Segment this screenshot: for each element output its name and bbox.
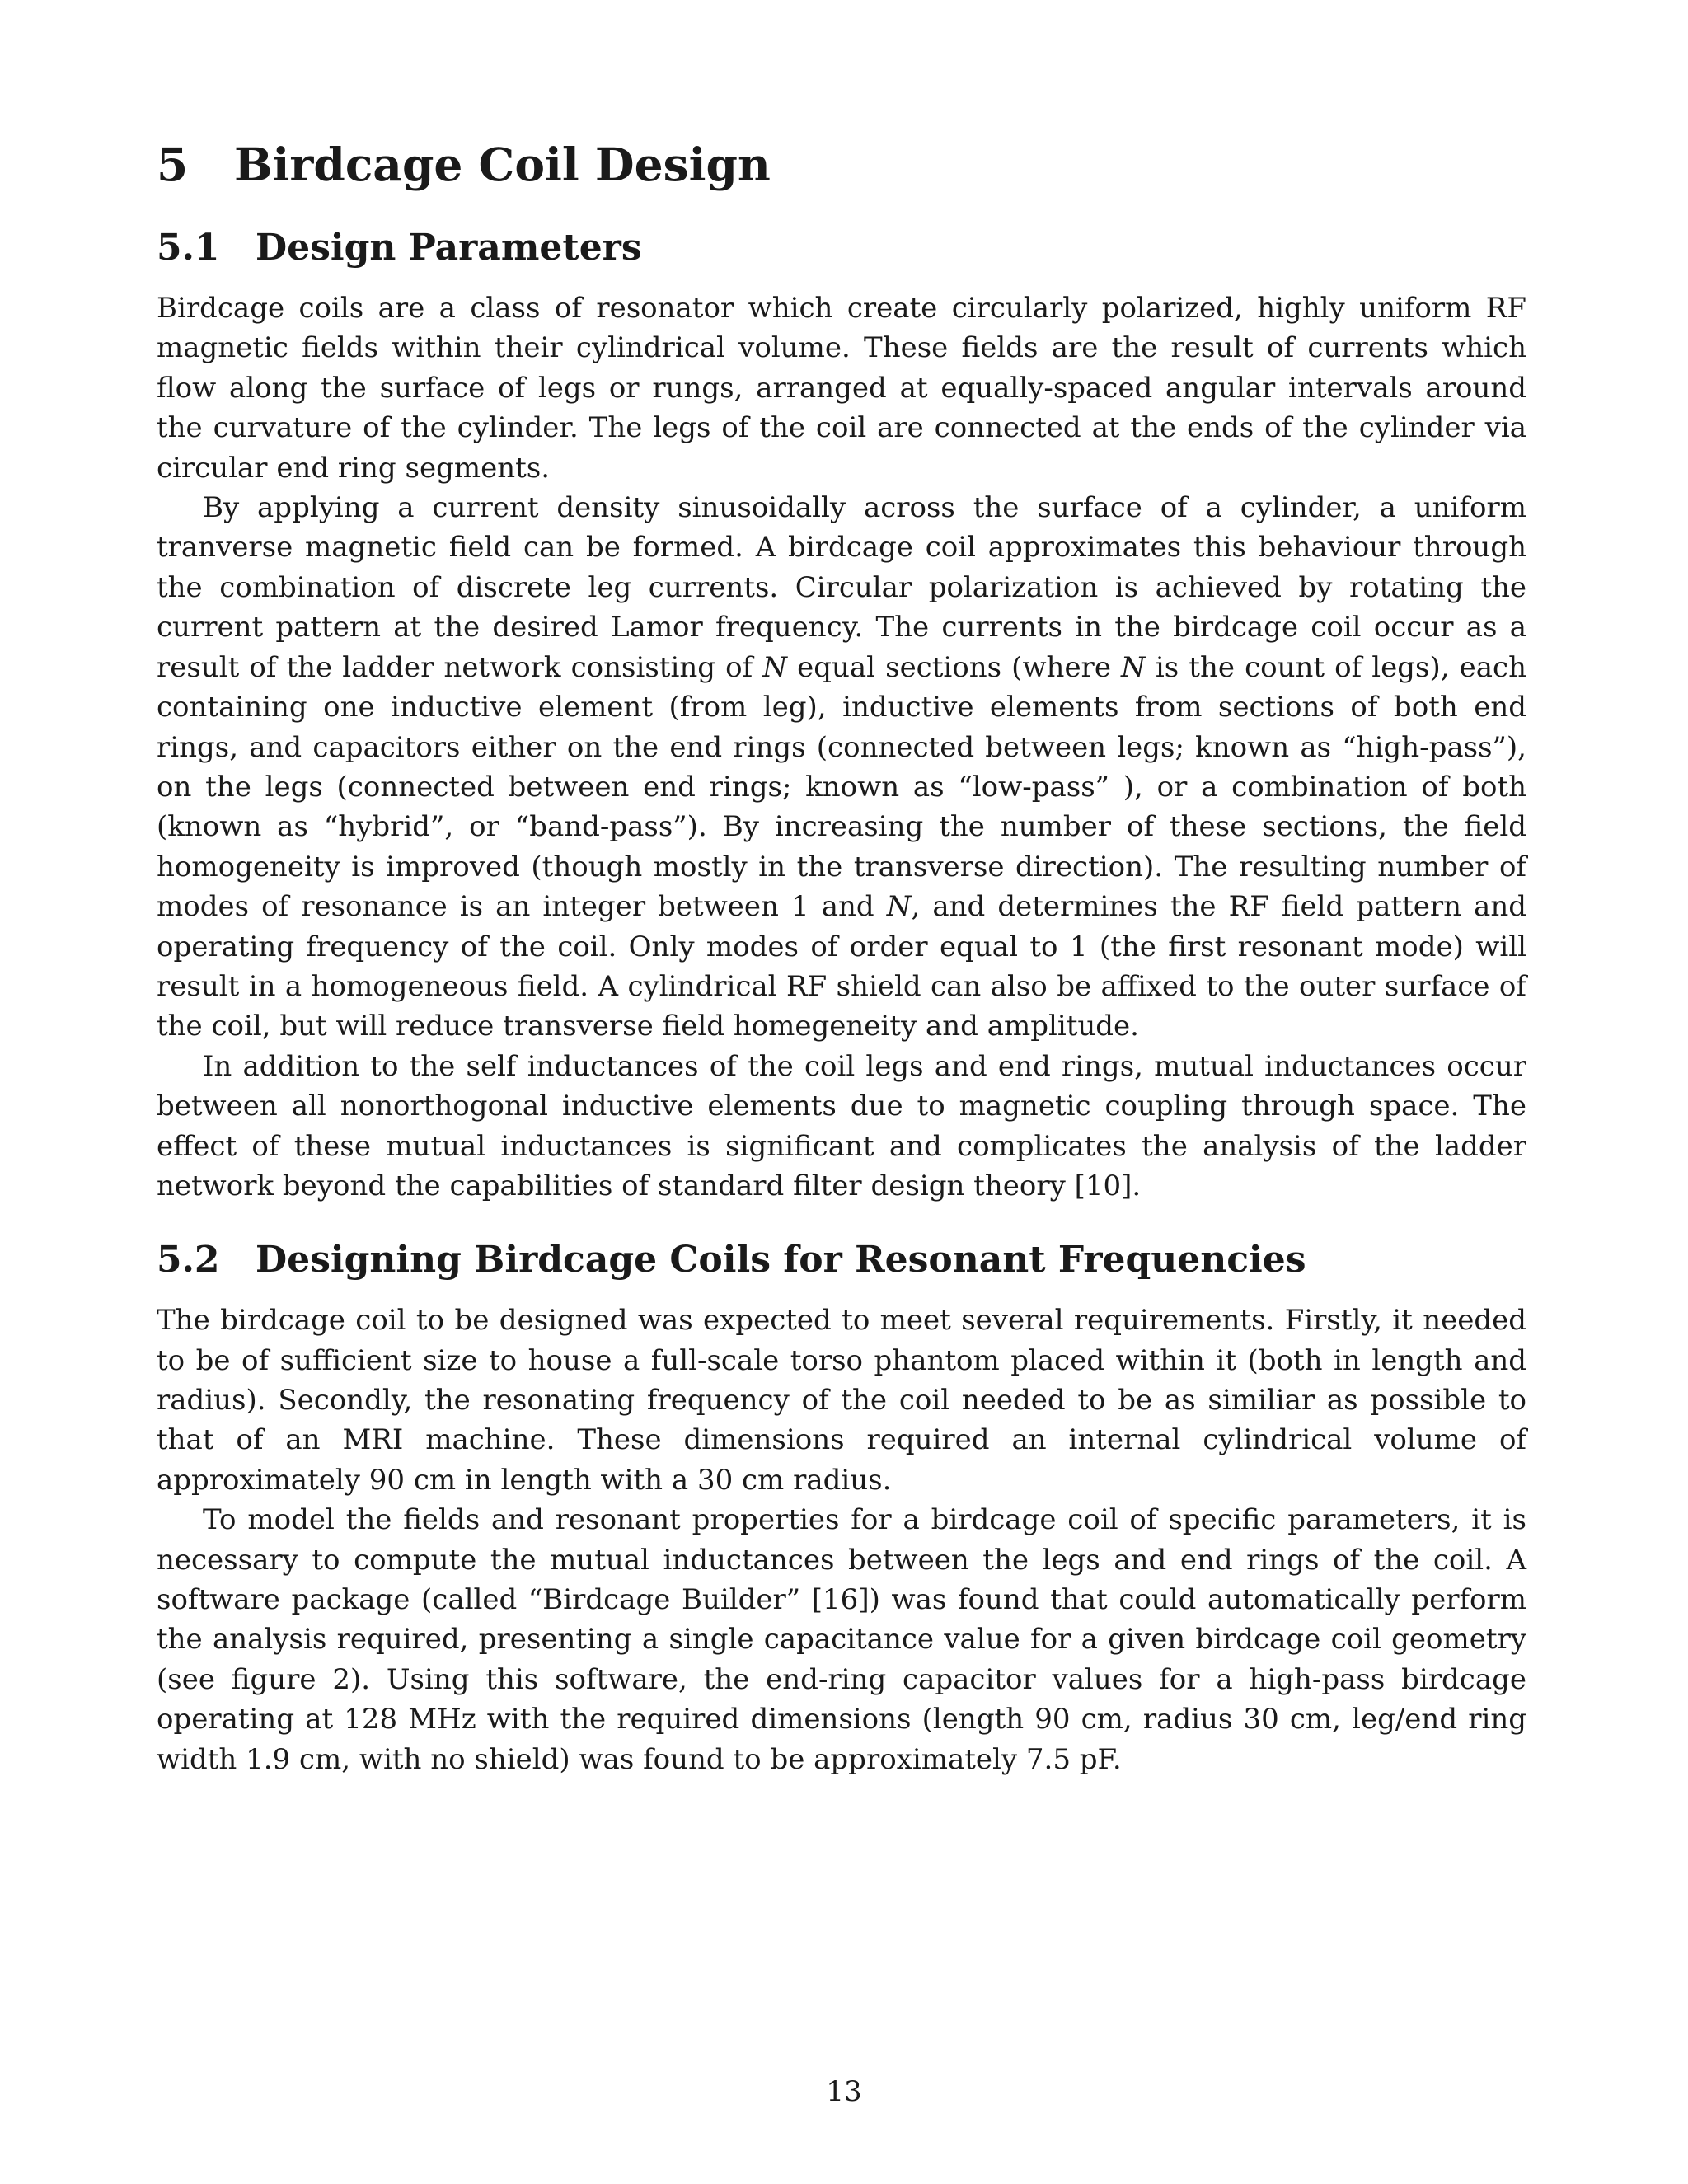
page-content (157, 138, 1526, 1779)
variable-n: N (1121, 650, 1146, 684)
paragraph-text: , and determines the RF field pattern and operating frequency of the coil. Only modes of order equal to 1 (the first resonant mode) will result in a homogeneous field. A cylindrical RF shield can also be affixed to the outer surface of the coil, but will reduce transverse field homegeneity and amplitude. (157, 890, 1526, 1043)
paragraph (157, 488, 1526, 1047)
paragraph-text: equal sections (where (787, 650, 1122, 684)
section-number: 5 (157, 138, 189, 191)
subsection-number: 5.1 (157, 227, 220, 269)
section-spacer (157, 1206, 1526, 1239)
variable-n: N (886, 890, 912, 924)
section-heading (157, 138, 1526, 190)
subsection-heading-resonant-frequencies (157, 1239, 1526, 1282)
subsection-title: Design Parameters (256, 227, 642, 269)
paragraph: The birdcage coil to be designed was expected to meet several requirements. Firstly, it needed to be of sufficient size to house a full-scale torso phantom placed within it (both in length and radius). Secondly, the resonating frequency of the coil needed to be as similiar as possible to that of an MRI machine. These dimensions required an internal cylindrical volume of approximately 90 cm in length with a 30 cm radius. (157, 1304, 1526, 1497)
page-number: 13 (826, 2075, 862, 2108)
paragraph: To model the fields and resonant properties for a birdcage coil of specific parameters, it is necessary to compute the mutual inductances between the legs and end rings of the coil. A software package (called “Birdcage Builder” [16]) was found that could automatically perform the analysis required, presenting a single capacitance value for a given birdcage coil geometry (see figure 2). Using this software, the end-ring capacitor values for a high-pass birdcage operating at 128 MHz with the required dimensions (length 90 cm, radius 30 cm, leg/end ring width 1.9 cm, with no shield) was found to be approximately 7.5 pF. (157, 1503, 1526, 1776)
paragraph: In addition to the self inductances of the coil legs and end rings, mutual inductances occur between all nonorthogonal inductive elements due to magnetic coupling through space. The effect of these mutual inductances is significant and complicates the analysis of the ladder network beyond the capabilities of standard filter design theory [10]. (157, 1049, 1526, 1202)
subsection-heading-design-parameters (157, 227, 1526, 270)
subsection-title: Designing Birdcage Coils for Resonant Frequencies (256, 1239, 1306, 1282)
paragraph: Birdcage coils are a class of resonator which create circularly polarized, highly uniform RF magnetic fields within their cylindrical volume. These fields are the result of currents which flow along the surface of legs or rungs, arranged at equally-spaced angular intervals around the curvature of the cylinder. The legs of the coil are connected at the ends of the cylinder via circular end ring segments. (157, 292, 1526, 485)
variable-n: N (762, 650, 787, 684)
subsection-number: 5.2 (157, 1239, 220, 1282)
section-title: Birdcage Coil Design (234, 138, 771, 191)
paragraph-text: is the count of legs), each containing one inductive element (from leg), inductive elements from sections of both end rings, and capacitors either on the end rings (connected between legs; known as “high-pass”), on the legs (connected between end rings; known as “low-pass” ), or a combination of both (known as “hybrid”, or “band-pass”). By increasing the number of these sections, the field homogeneity is improved (though mostly in the transverse direction). The resulting number of modes of resonance is an integer between 1 and (157, 650, 1526, 924)
paragraph-text: By applying a current density sinusoidally across the surface of a cylinder, a uniform tranverse magnetic field can be formed. A birdcage coil approximates this behaviour through the combination of discrete leg currents. Circular polarization is achieved by rotating the current pattern at the desired Lamor frequency. The currents in the birdcage coil occur as a result of the ladder network consisting of (157, 491, 1526, 684)
